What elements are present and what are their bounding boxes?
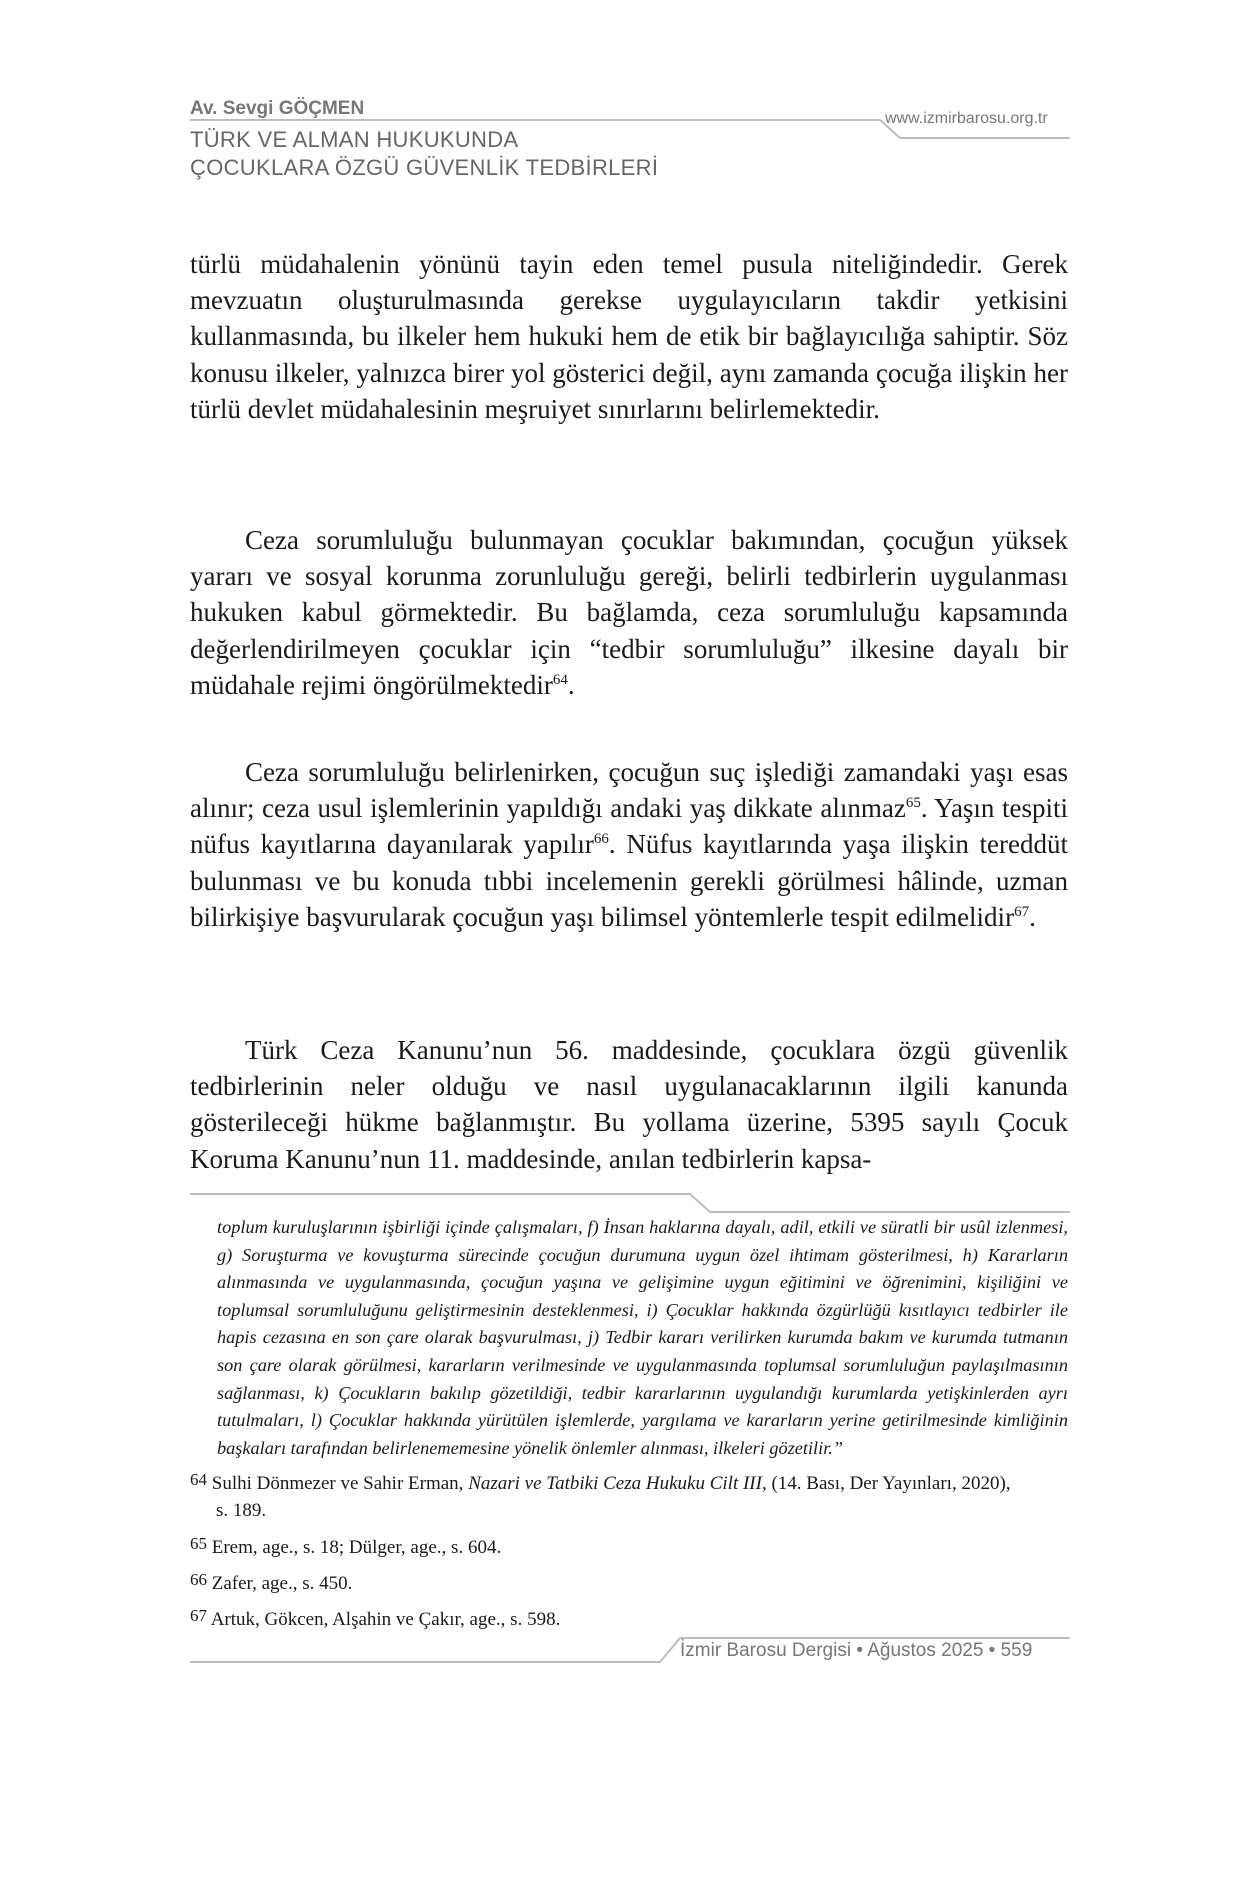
footnote-ref-64[interactable]: 64 xyxy=(552,671,568,688)
paragraph-3-text-c: . Nüfus kayıtlarında yaşa ilişkin tereddüt bulunması ve bu konuda tıbbi incelemenin gerekli görülmesi hâlinde, uzman bilirkişiye başvurularak çocuğun yaşı bilimsel yöntemlerle tespit edilmelidir xyxy=(190,829,1068,932)
footnote-quote-continuation: toplum kuruluşlarının işbirliği içinde çalışmaları, f) İnsan haklarına dayalı, adil, etkili ve süratli bir usûl izlenmesi, g) Soruşturma ve kovuşturma sürecinde çocuğun durumuna uygun özel ihtimam gösterilmesi, h) Kararların alınmasında ve uygulanmasında, çocuğun yaşına ve gelişimine uygun eğitimini ve öğrenimini, kişiliğini ve toplumsal sorumluluğunu geliştirmesinin desteklenmesi, i) Çocuklar hakkında özgürlüğü kısıtlayıcı tedbirler ile hapis cezasına en son çare olarak başvurulması, j) Tedbir kararı verilirken kurumda bakım ve kurumda tutmanın son çare olarak görülmesi, kararların verilmesinde ve uygulanmasında toplumsal sorumluluğun paylaşılmasının sağlanması, k) Çocukların bakılıp gözetildiği, tedbir kararlarının uygulandığı kurumlarda yetişkinlerden ayrı tutulmaları, l) Çocuklar hakkında yürütülen işlemlerde, yargılama ve kararların yerine getirilmesinde kimliğinin başkaları tarafından belirlenememesine yönelik önlemler alınması, ilkeleri gözetilir.” xyxy=(217,1217,1068,1458)
website-link[interactable]: www.izmirbarosu.org.tr xyxy=(885,110,1048,127)
footnote-text: Erem, age., s. 18; Dülger, age., s. 604. xyxy=(211,1537,502,1558)
footnote-text: Zafer, age., s. 450. xyxy=(211,1573,353,1594)
author-name: Av. Sevgi GÖÇMEN xyxy=(190,98,365,119)
footnote-ref-67[interactable]: 67 xyxy=(1014,903,1030,920)
paragraph-1-text: türlü müdahalenin yönünü tayin eden temel pusula niteliğindedir. Gerek mevzuatın oluşturulmasında gerekse uygulayıcıların takdir yetkisini kullanmasında, bu ilkeler hem hukuki hem de etik bir bağlayıcılığa sahiptir. Söz konusu ilkeler, yalnızca birer yol gösterici değil, aynı zamanda çocuğa ilişkin her türlü devlet müdahalesinin meşruiyet sınırlarını belirlemektedir. xyxy=(190,249,1068,424)
paragraph-1 xyxy=(190,246,1068,427)
footnote-67 xyxy=(190,1602,1068,1633)
paragraph-4 xyxy=(190,1032,1068,1177)
footnote-text: Artuk, Gökcen, Alşahin ve Çakır, age., s. 598. xyxy=(210,1609,561,1630)
header-rule xyxy=(190,118,1070,142)
title-line-1: TÜRK VE ALMAN HUKUKUNDA xyxy=(190,127,519,152)
title-line-2: ÇOCUKLARA ÖZGÜ GÜVENLİK TEDBİRLERİ xyxy=(190,155,659,180)
footnote-book-title: Nazari ve Tatbiki Ceza Hukuku Cilt III xyxy=(468,1473,762,1494)
footnote-text: s. 189. xyxy=(216,1500,267,1521)
paragraph-2: Ceza sorumluluğu bulunmayan çocuklar bakımından, çocuğun yüksek yararı ve sosyal korunma zorunluluğu gereği, belirli tedbirlerin uygulanması hukuken kabul görmektedir. Bu bağlamda, ceza sorumluluğu kapsamında değerlendirilmeyen çocuklar için “tedbir sorumluluğu” ilkesine dayalı bir müdahale rejimi öngörülmektedir$^{64}$. xyxy=(190,525,1068,700)
footnote-number: 64 xyxy=(190,1470,207,1489)
footnote-65 xyxy=(190,1530,1068,1561)
page-footer: İzmir Barosu Dergisi • Ağustos 2025 • 559 xyxy=(680,1640,1033,1661)
footnote-66 xyxy=(190,1566,1068,1597)
paragraph-3-text-a: Ceza sorumluluğu belirlenirken, çocuğun suç işlediği zamandaki yaşı esas alınır; ceza usul işlemlerinin yapıldığı andaki yaş dikkate alınmaz xyxy=(190,757,1068,824)
footnote-text: , (14. Bası, Der Yayınları, 2020), xyxy=(761,1473,1011,1494)
footnote-text: Sulhi Dönmezer ve Sahir Erman, xyxy=(211,1473,469,1494)
paragraph-3: Ceza sorumluluğu belirlenirken, çocuğun suç işlediği zamandaki yaşı esas alınır; ceza usul işlemlerinin yapıldığı andaki yaş dikkate alınmaz$^{65}$. Yaşın tespiti nüfus kayıtlarına dayanılarak yapılır$^{66}$. Nüfus kayıtlarında yaşa ilişkin tereddüt bulunması ve bu konuda tıbbi incelemenin gerekli görülmesi hâlinde, uzman bilirkişiye başvurularak çocuğun yaşı bilimsel yöntemlerle tespit edilmelidir$^{67}$. xyxy=(190,757,1068,932)
paragraph-4-text: Türk Ceza Kanunu’nun 56. maddesinde, çocuklara özgü güvenlik tedbirlerinin neler olduğu ve nasıl uygulanacaklarının ilgili kanunda gösterileceği hükme bağlanmıştır. Bu yollama üzerine, 5395 sayılı Çocuk Koruma Kanunu’nun 11. maddesinde, anılan tedbirlerin kapsa- xyxy=(190,1035,1068,1174)
paragraph-2-text: Ceza sorumluluğu bulunmayan çocuklar bakımından, çocuğun yüksek yararı ve sosyal korunma zorunluluğu gereği, belirli tedbirlerin uygulanması hukuken kabul görmektedir. Bu bağlamda, ceza sorumluluğu kapsamında değerlendirilmeyen çocuklar için “tedbir sorumluluğu” ilkesine dayalı bir müdahale rejimi öngörülmektedir xyxy=(190,525,1068,700)
footnote-ref-65[interactable]: 65 xyxy=(905,795,921,812)
footnote-number: 66 xyxy=(190,1570,207,1589)
footnote-number: 65 xyxy=(190,1534,207,1553)
footnote-number: 67 xyxy=(190,1606,207,1625)
footnote-separator xyxy=(190,1192,1070,1216)
footnote-64 xyxy=(190,1466,1068,1524)
paragraph-3-text-b: . Yaşın tespiti nüfus kayıtlarına dayanılarak yapılır xyxy=(190,793,1068,860)
footnote-ref-66[interactable]: 66 xyxy=(593,831,609,848)
